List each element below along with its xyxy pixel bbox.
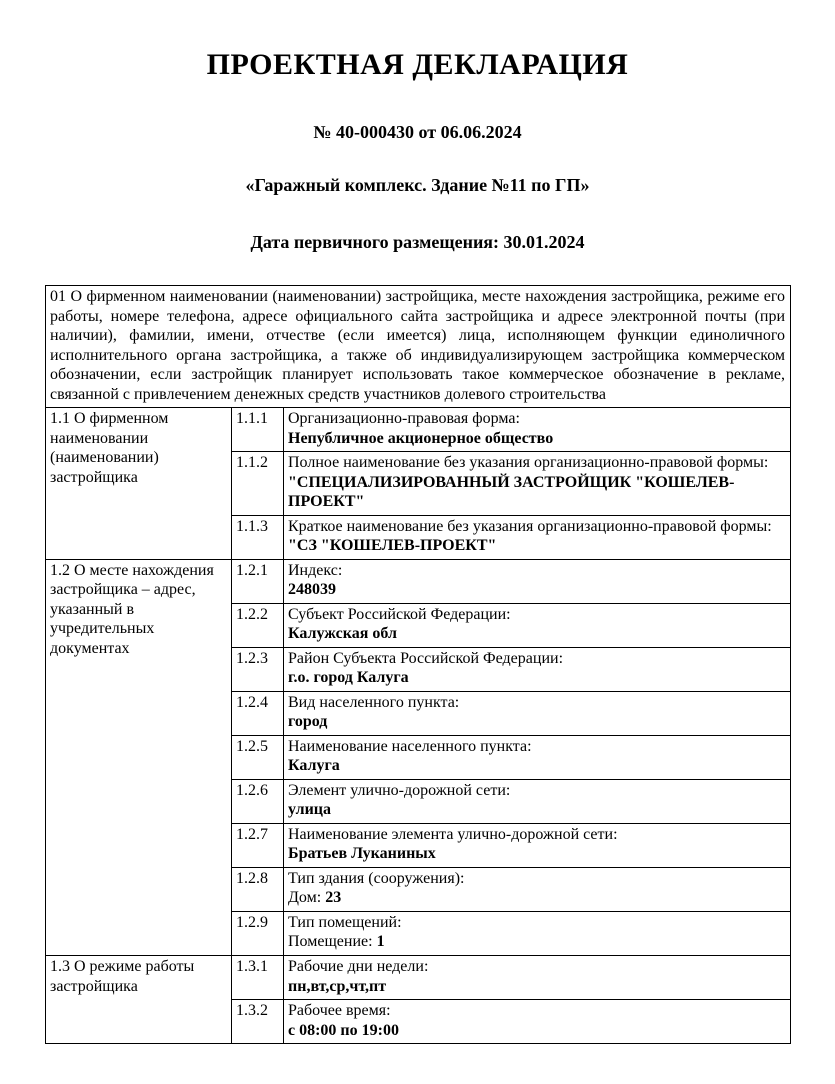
row-value-line — [288, 668, 785, 688]
row-value: 23 — [325, 889, 342, 907]
row-caption: Организационно-правовая форма: — [288, 410, 520, 428]
row-content — [284, 408, 791, 452]
row-number: 1.2.2 — [232, 603, 284, 647]
row-value-line — [288, 536, 785, 556]
row-caption: Тип помещений: — [288, 913, 402, 931]
row-caption: Район Субъекта Российской Федерации: — [288, 649, 564, 667]
row-value-line — [288, 977, 785, 997]
section-label: 1.3 О режиме работы застройщика — [46, 955, 232, 1043]
row-number: 1.2.7 — [232, 823, 284, 867]
section-label: 1.2 О месте нахождения застройщика – адрес, указанный в учредительных документах — [46, 559, 232, 955]
row-value: город — [288, 713, 328, 731]
row-caption: Наименование населенного пункта: — [288, 737, 532, 755]
row-number: 1.2.8 — [232, 867, 284, 911]
page-title: ПРОЕКТНАЯ ДЕКЛАРАЦИЯ — [206, 48, 629, 81]
table-row — [46, 286, 791, 408]
row-value: 248039 — [288, 581, 336, 599]
row-content — [284, 603, 791, 647]
row-value-prefix: Помещение: — [288, 933, 377, 951]
row-content — [284, 515, 791, 559]
row-number: 1.2.4 — [232, 691, 284, 735]
row-content — [284, 691, 791, 735]
row-value: Непубличное акционерное общество — [288, 429, 554, 447]
row-number: 1.2.9 — [232, 911, 284, 955]
row-caption: Рабочее время: — [288, 1002, 391, 1020]
section-label: 1.1 О фирменном наименовании (наименовании) застройщика — [46, 408, 232, 560]
row-value-line — [288, 888, 785, 908]
row-caption: Элемент улично-дорожной сети: — [288, 781, 511, 799]
declaration-table — [45, 285, 791, 1044]
row-number: 1.2.3 — [232, 647, 284, 691]
row-caption: Субъект Российской Федерации: — [288, 605, 511, 623]
row-value-line — [288, 624, 785, 644]
row-value: улица — [288, 801, 332, 819]
row-content — [284, 1000, 791, 1044]
table-row — [46, 408, 791, 452]
row-number: 1.2.1 — [232, 559, 284, 603]
first-placement-date: Дата первичного размещения: 30.01.2024 — [250, 232, 585, 252]
table-row — [46, 559, 791, 603]
row-number: 1.2.6 — [232, 779, 284, 823]
table-row — [46, 955, 791, 999]
row-number: 1.1.1 — [232, 408, 284, 452]
row-number: 1.1.3 — [232, 515, 284, 559]
row-value-line — [288, 932, 785, 952]
row-value-prefix: Дом: — [288, 889, 326, 907]
row-value: Калужская обл — [288, 625, 397, 643]
row-number: 1.3.1 — [232, 955, 284, 999]
row-content — [284, 452, 791, 516]
row-value-line — [288, 473, 785, 512]
row-value-line — [288, 429, 785, 449]
row-caption: Наименование элемента улично-дорожной сети: — [288, 825, 618, 843]
row-value-line — [288, 580, 785, 600]
row-value: с 08:00 по 19:00 — [288, 1021, 399, 1039]
row-value: г.о. город Калуга — [288, 669, 409, 687]
row-content — [284, 735, 791, 779]
declaration-number: № 40-000430 от 06.06.2024 — [313, 122, 522, 142]
row-value-line — [288, 844, 785, 864]
row-value: пн,вт,ср,чт,пт — [288, 977, 387, 995]
declaration-object-name: «Гаражный комплекс. Здание №11 по ГП» — [245, 175, 590, 195]
row-caption: Полное наименование без указания организационно-правовой формы: — [288, 454, 769, 472]
row-number: 1.3.2 — [232, 1000, 284, 1044]
row-value: "СЗ "КОШЕЛЕВ-ПРОЕКТ" — [288, 537, 497, 555]
row-value-line — [288, 712, 785, 732]
row-value: Братьев Луканиных — [288, 845, 436, 863]
row-value-line — [288, 1021, 785, 1041]
row-number: 1.2.5 — [232, 735, 284, 779]
row-content — [284, 779, 791, 823]
row-caption: Вид населенного пункта: — [288, 693, 460, 711]
row-caption: Индекс: — [288, 561, 343, 579]
row-caption: Краткое наименование без указания организационно-правовой формы: — [288, 517, 772, 535]
row-content — [284, 559, 791, 603]
row-caption: Рабочие дни недели: — [288, 957, 429, 975]
row-value-line — [288, 756, 785, 776]
row-caption: Тип здания (сооружения): — [288, 869, 465, 887]
row-content — [284, 911, 791, 955]
row-content — [284, 823, 791, 867]
row-content — [284, 647, 791, 691]
row-number: 1.1.2 — [232, 452, 284, 516]
row-value: Калуга — [288, 757, 340, 775]
row-content — [284, 955, 791, 999]
table-intro: 01 О фирменном наименовании (наименовании) застройщика, месте нахождения застройщика, режиме его работы, номере телефона, адресе официального сайта застройщика и адресе электронной почты (при наличии), фамилии, имени, отчестве (если имеется) лица, исполняющем функции единоличного исполнительного органа застройщика, а также об индивидуализирующем застройщика коммерческом обозначении, если застройщик планирует использовать такое коммерческое обозначение в рекламе, связанной с привлечением денежных средств участников долевого строительства — [46, 286, 791, 408]
row-value: "СПЕЦИАЛИЗИРОВАННЫЙ ЗАСТРОЙЩИК "КОШЕЛЕВ-ПРОЕКТ" — [288, 473, 735, 511]
row-value: 1 — [376, 933, 385, 951]
row-value-line — [288, 800, 785, 820]
row-content — [284, 867, 791, 911]
